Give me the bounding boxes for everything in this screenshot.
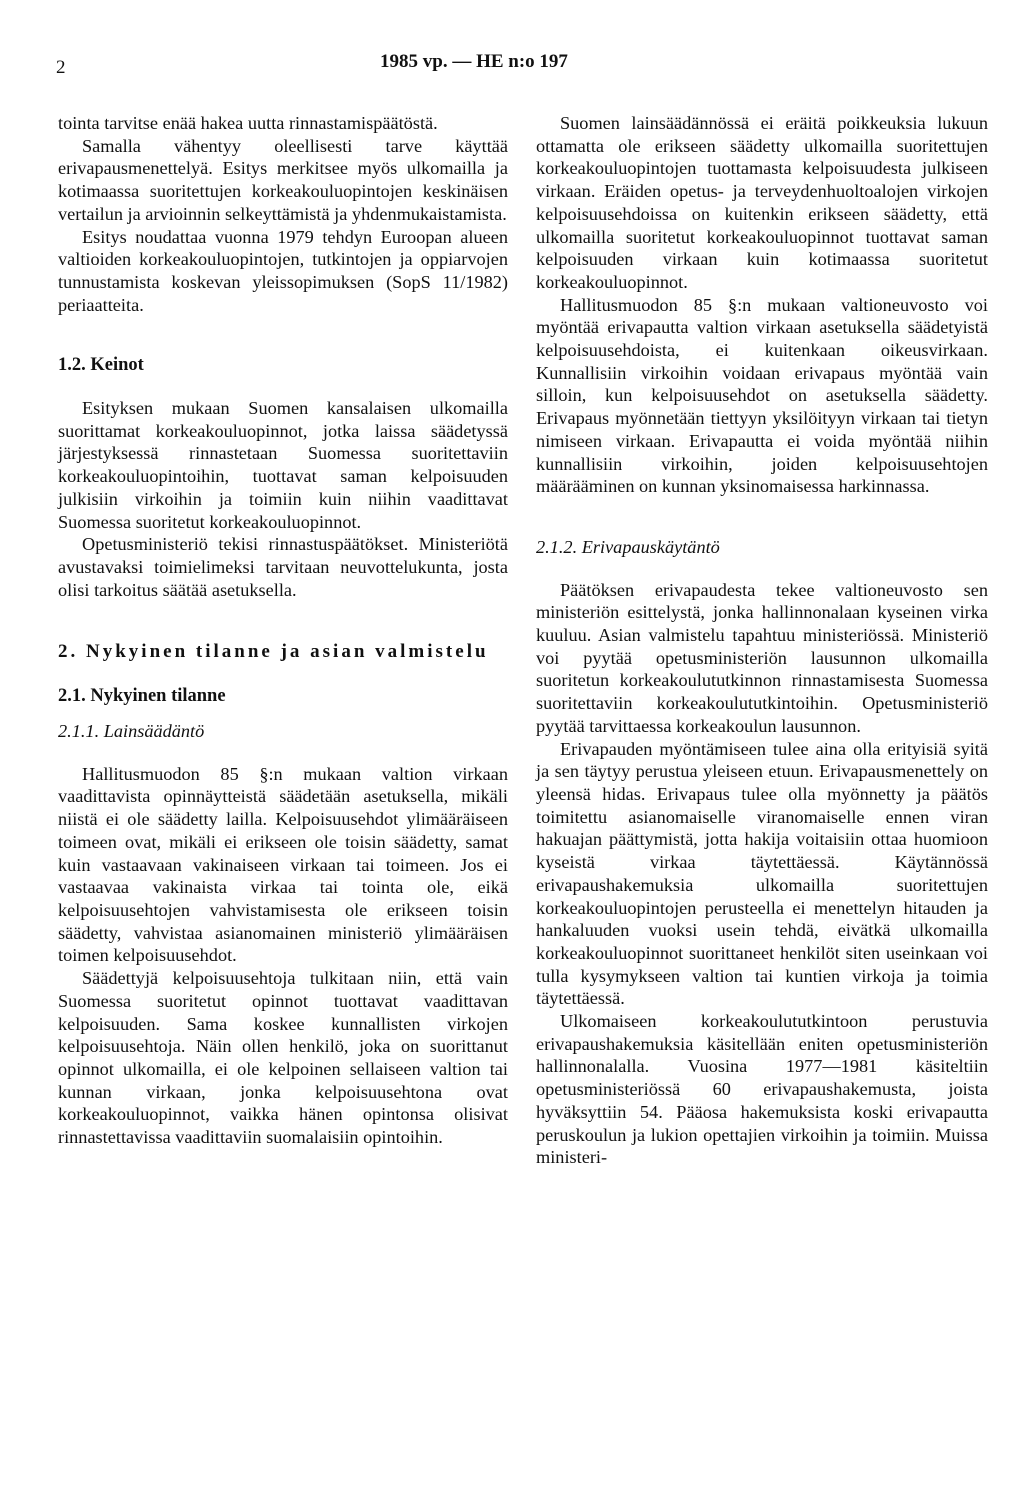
paragraph: Samalla vähentyy oleellisesti tarve käyttää erivapausmenettelyä. Esitys merkitsee myös ulkomailla ja kotimaassa suoritettujen korkeakouluopintojen keskinäisen vertailun ja arvioinnin selkeyttämistä ja yhdenmukaistamista.: [58, 135, 508, 224]
paragraph: Päätöksen erivapaudesta tekee valtioneuvosto sen ministeriön esittelystä, jonka hallinnonalaan kyseinen virka kuuluu. Asian valmistelu tapahtuu ministeriössä. Ministeriö voi pyytää opetusministeriön lausunnon ulkomailla suoritetun korkeakoulututkinnon rinnastamisesta Suomessa suoritettaviin korkeakoulututkintoihin. Opetusministeriö pyytää tarvittaessa korkeakoulun lausunnon.: [536, 579, 988, 736]
paragraph: Opetusministeriö tekisi rinnastuspäätökset. Ministeriötä avustavaksi toimielimeksi tarvitaan neuvottelukunta, josta olisi tarkoitus säätää asetuksella.: [58, 534, 508, 600]
section-heading-1-2: 1.2. Keinot: [58, 355, 144, 376]
paragraph: Suomen lainsäädännössä ei eräitä poikkeuksia lukuun ottamatta ole erikseen säädetty ulkomailla suoritettujen korkeakouluopintojen tuottamasta kelpoisuudesta julkiseen virkaan. Eräiden opetus- ja terveydenhuoltoalojen virkojen kelpoisuusehdoissa on kuitenkin erikseen säädetty, että ulkomailla suoritetut korkeakouluopinnot tuottavat saman kelpoisuuden virkaan kuin kotimaassa suoritetut korkeakouluopinnot.: [536, 113, 988, 292]
running-head: 1985 vp. — HE n:o 197: [380, 51, 568, 72]
paragraph: Hallitusmuodon 85 §:n mukaan valtioneuvosto voi myöntää erivapautta valtion virkaan asetuksella säädetyistä kelpoisuusehdoista, ei kuitenkaan oikeusvirkaan. Kunnallisiin virkoihin voidaan erivapaus myöntää vain silloin, kun kelpoisuusehdot on asetuksella säädetty. Erivapaus myönnetään tiettyyn yksilöityyn virkaan tai tietyn nimiseen virkaan. Erivapautta ei voida myöntää niihin kunnallisiin virkoihin, joiden kelpoisuusehtojen määrääminen on kunnan yksinomaisessa harkinnassa.: [536, 294, 988, 497]
paragraph: Ulkomaiseen korkeakoulututkintoon perustuvia erivapaushakemuksia käsitellään eniten opetusministeriön hallinnonalalla. Vuosina 1977—1981 käsiteltiin opetusministeriössä 60 erivapaushakemusta, joista hyväksyttiin 54. Pääosa hakemuksista koski erivapautta peruskoulun ja lukion opettajien virkoihin ja toimiin. Muissa ministeri-: [536, 1011, 988, 1168]
paragraph: Hallitusmuodon 85 §:n mukaan valtion virkaan vaadittavista opinnäytteistä säädetään asetuksella, mikäli niistä ei ole säädetty laillа. Kelpoisuusehdot ylimääräiseen toimeen ovat, mikäli ei erikseen ole toisin säädetty, samat kuin vastaavaan vakinaiseen virkaan tai toimeen. Jos ei vastaavaa vakinaista virkaa tai tointa ole, eikä kelpoisuusehtojen vahvistamisesta ole erikseen toisin säädetty, vahvistaa asianomainen ministeriö ylimääräisen toimen kelpoisuusehdot.: [58, 763, 508, 966]
subsection-heading-2-1-2: 2.1.2. Erivapauskäytäntö: [536, 536, 720, 557]
section-heading-2: 2. Nykyinen tilanne ja asian valmistelu: [58, 641, 489, 663]
section-heading-2-1: 2.1. Nykyinen tilanne: [58, 686, 226, 707]
subsection-heading-2-1-1: 2.1.1. Lainsäädäntö: [58, 721, 205, 742]
paragraph: tointa tarvitse enää hakea uutta rinnastamispäätöstä.: [58, 113, 438, 133]
paragraph: Säädettyjä kelpoisuusehtoja tulkitaan niin, että vain Suomessa suoritetut opinnot tuottavat vaadittavan kelpoisuuden. Sama koskee kunnallisten virkojen kelpoisuusehtoja. Näin ollen henkilö, joka on suorittanut opinnot ulkomailla, ei ole kelpoinen sellaiseen valtion tai kunnan virkaan, jonka kelpoisuusehtona ovat korkeakouluopinnot, vaikka hänen opintonsa olisivat rinnastettavissa vaadittaviin suomalaisiin opintoihin.: [58, 968, 508, 1148]
right-column: [536, 112, 988, 1169]
paragraph: Esitys noudattaa vuonna 1979 tehdyn Euroopan alueen valtioiden korkeakouluopintojen, tutkintojen ja oppiarvojen tunnustamista koskevan yleissopimuksen (SopS 11/1982) periaatteita.: [58, 226, 508, 315]
paragraph: Erivapauden myöntämiseen tulee aina olla erityisiä syitä ja sen täytyy perustua yleiseen etuun. Erivapausmenettely on yleensä hidas. Erivapaus tulee olla myönnetty ja päätös toimitettu asianomaiselle viranomaiselle ennen viran hakuajan päättymistä, jotta hakija voitaisiin ottaa huomioon kyseistä virkaa täytettäessä. Käytännössä erivapaushakemuksia ulkomailla suoritettujen korkeakouluopintojen perusteella ei menettelyn hitauden ja hankaluuden vuoksi usein tehdä, eivätkä ulkomailla korkeakouluopinnot suorittaneet henkilöt siten useinkaan voi tulla kysymykseen valtion tai kuntien virkoja ja toimia täytettäessä.: [536, 738, 988, 1009]
paragraph: Esityksen mukaan Suomen kansalaisen ulkomailla suorittamat korkeakouluopinnot, jotka laissa säädetyssä järjestyksessä rinnastetaan Suomessa suoritettaviin korkeakouluopintoihin, tuottavat saman kelpoisuuden julkisiin virkoihin ja toimiin kuin niihin vaadittavat Suomessa suoritetut korkeakouluopinnot.: [58, 398, 508, 532]
left-column: [58, 112, 508, 1149]
page-number: 2: [56, 57, 66, 78]
